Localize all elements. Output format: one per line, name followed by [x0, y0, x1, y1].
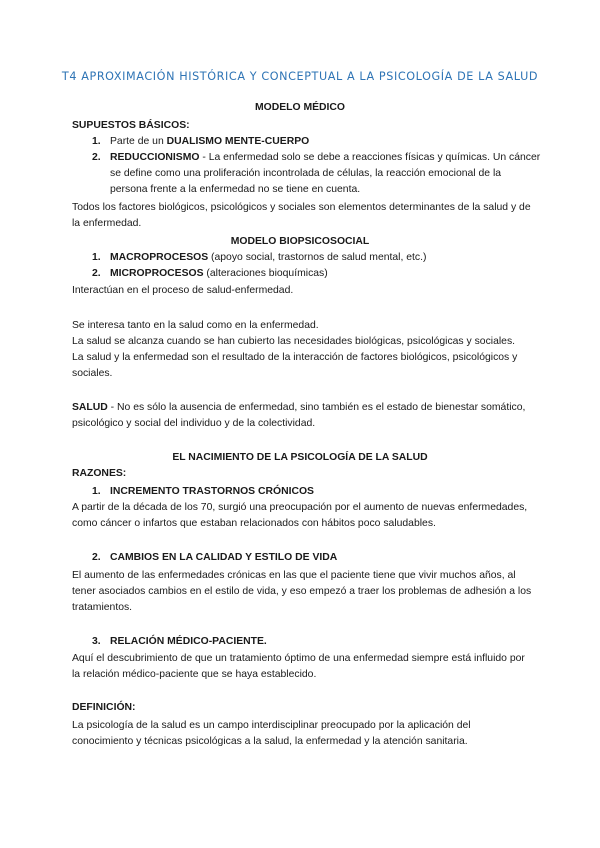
list-item: REDUCCIONISMO - La enfermedad solo se debe a reacciones físicas y químicas. Un cáncer — [110, 152, 541, 163]
paragraph: como cáncer o infartos que estaban relacionados con hábitos poco saludables. — [72, 518, 436, 529]
paragraph: La psicología de la salud es un campo interdisciplinar preocupado por la aplicación del — [72, 720, 471, 731]
paragraph: Aquí el descubrimiento de que un tratamiento óptimo de una enfermedad siempre está influido por — [72, 653, 525, 664]
razones-label: RAZONES: — [72, 468, 127, 479]
list-number: 1. — [92, 486, 101, 497]
list-item: Parte de un DUALISMO MENTE-CUERPO — [110, 136, 310, 147]
paragraph-salud: SALUD - No es sólo la ausencia de enfermedad, sino también es el estado de bienestar somático, — [72, 402, 526, 413]
supuestos-label: SUPUESTOS BÁSICOS: — [72, 120, 190, 131]
reason-title: INCREMENTO TRASTORNOS CRÓNICOS — [110, 486, 314, 497]
list-number: 2. — [92, 268, 101, 279]
list-item: MACROPROCESOS (apoyo social, trastornos de salud mental, etc.) — [110, 252, 427, 263]
paragraph: Todos los factores biológicos, psicológicos y sociales son elementos determinantes de la salud y de — [72, 202, 531, 213]
list-item-continuation: persona frente a la enfermedad no se tiene en cuenta. — [110, 184, 361, 195]
list-number: 1. — [92, 136, 101, 147]
reason-title: CAMBIOS EN LA CALIDAD Y ESTILO DE VIDA — [110, 552, 338, 563]
list-number: 2. — [92, 152, 101, 163]
paragraph: la enfermedad. — [72, 218, 142, 229]
paragraph: La salud se alcanza cuando se han cubierto las necesidades biológicas, psicológicas y sociales. — [72, 336, 516, 347]
list-number: 2. — [92, 552, 101, 563]
paragraph: la relación médico-paciente que se haya establecido. — [72, 669, 317, 680]
paragraph: Se interesa tanto en la salud como en la enfermedad. — [72, 320, 319, 331]
paragraph: psicológico y social del individuo y de la colectividad. — [72, 418, 316, 429]
reason-title: RELACIÓN MÉDICO-PACIENTE. — [110, 636, 267, 647]
definicion-label: DEFINICIÓN: — [72, 702, 136, 713]
list-number: 3. — [92, 636, 101, 647]
heading-modelo-medico: MODELO MÉDICO — [254, 102, 346, 113]
paragraph: tratamientos. — [72, 602, 133, 613]
paragraph: Interactúan en el proceso de salud-enfermedad. — [72, 285, 294, 296]
paragraph: sociales. — [72, 368, 113, 379]
heading-nacimiento: EL NACIMIENTO DE LA PSICOLOGÍA DE LA SALUD — [172, 452, 428, 463]
list-number: 1. — [92, 252, 101, 263]
document-title: T4 APROXIMACIÓN HISTÓRICA Y CONCEPTUAL A LA PSICOLOGÍA DE LA SALUD — [61, 70, 539, 83]
paragraph: conocimiento y técnicas psicológicas a la salud, la enfermedad y la atención sanitaria. — [72, 736, 468, 747]
list-item-continuation: se define como una proliferación incontrolada de células, la reacción emocional de la — [110, 168, 502, 179]
paragraph: A partir de la década de los 70, surgió una preocupación por el aumento de nuevas enfermedades, — [72, 502, 528, 513]
paragraph: El aumento de las enfermedades crónicas en las que el paciente tiene que vivir muchos años, al — [72, 570, 516, 581]
list-item: MICROPROCESOS (alteraciones bioquímicas) — [110, 268, 328, 279]
paragraph: tener asociados cambios en el estilo de vida, y eso empezó a traer los problemas de adhesión a los — [72, 586, 532, 597]
paragraph: La salud y la enfermedad son el resultado de la interacción de factores biológicos, psicológicos y — [72, 352, 518, 363]
heading-modelo-biopsicosocial: MODELO BIOPSICOSOCIAL — [230, 236, 370, 247]
